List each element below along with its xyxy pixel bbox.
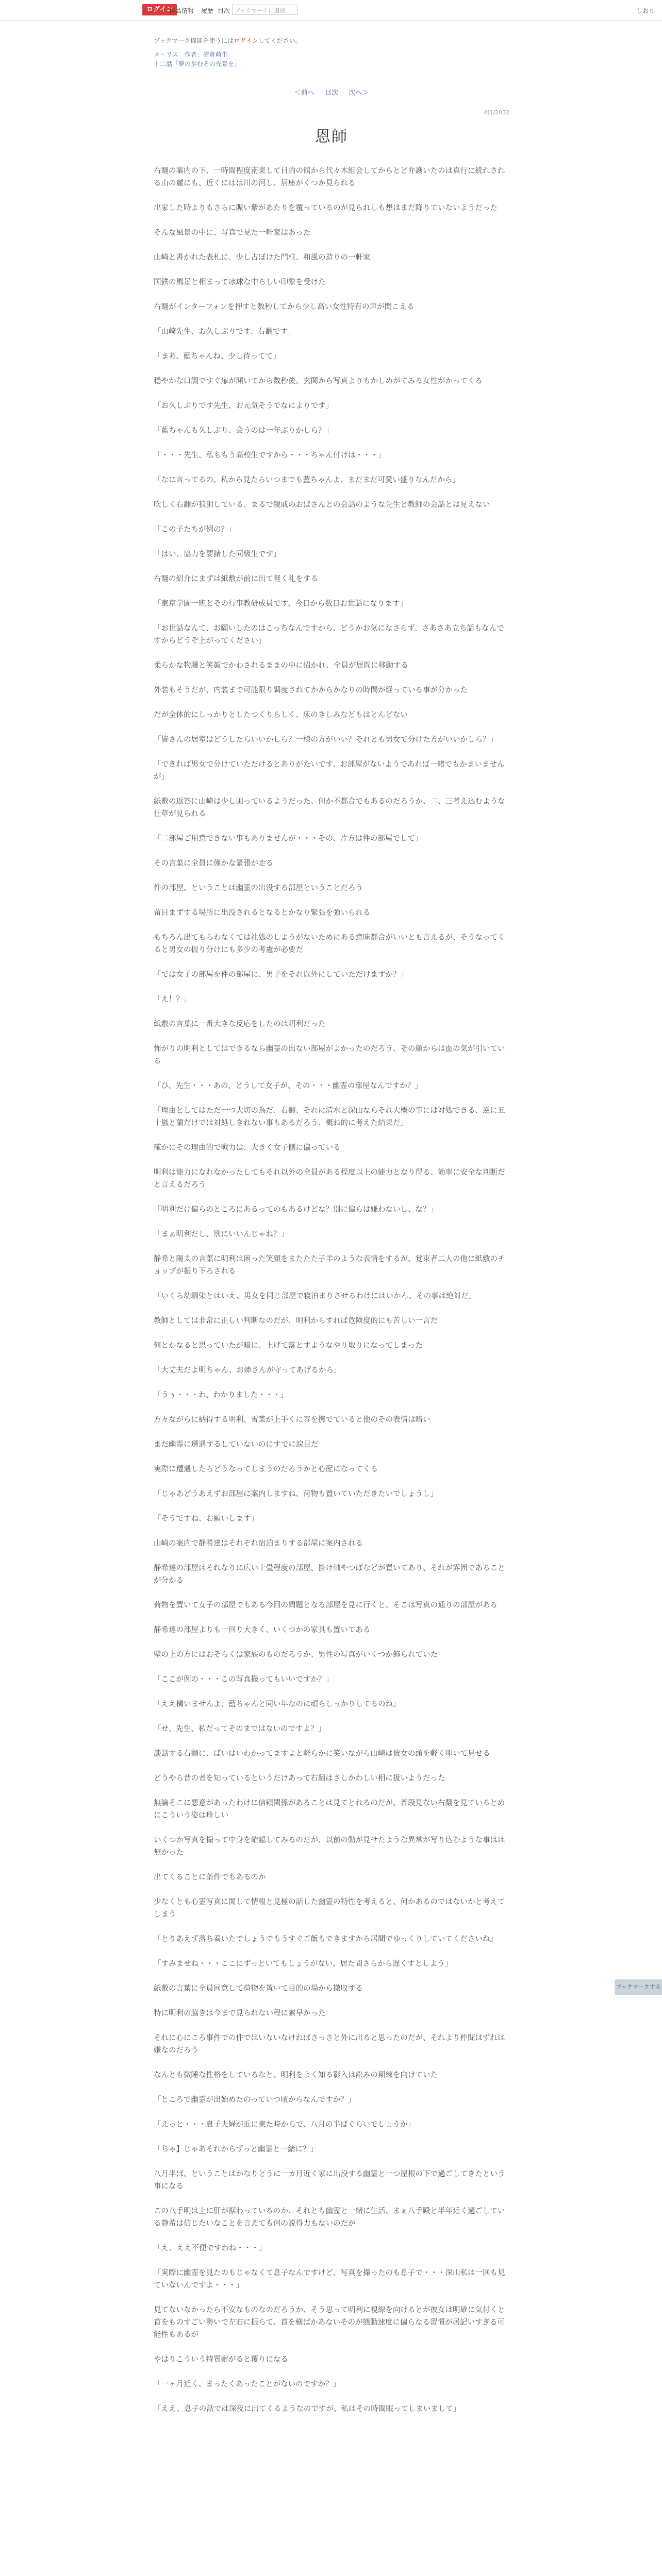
nav-toc[interactable]: 目次 bbox=[218, 7, 230, 14]
body-paragraph: 「ええ、息子の話では深夜に出てくるようなのですが、私はその時間眠ってしまいまして」 bbox=[154, 2405, 461, 2413]
body-paragraph: 国鉄の風景と相まって冰球な中らしい印象を受けた bbox=[154, 278, 326, 286]
body-paragraph: 「理由としてはただ一つ大切の為だ、右翻、それに清水と深山ならそれ大概の事には対処できる、逆に五十嵐と蘭だけでは対処しきれない事もあるだろう、概ね的に考えた結果だ」 bbox=[154, 1107, 505, 1127]
body-paragraph: 「え、ええ不便ですわね・・・」 bbox=[154, 2244, 267, 2252]
body-paragraph: 怖がりの明利としてはできるなら幽霊の出ない部屋がよかったのだろう、その顔からは血の気が引いている bbox=[154, 1045, 505, 1065]
body-paragraph: この八手明は上に肝が据わっているのか、それとも幽霊と一緒に生活、まぁ八手殿と半年近く過ごしている静希は信じたいなことを言えても何の説得力もないのだが bbox=[154, 2207, 505, 2228]
body-paragraph: 「・・・先生、私ももう高校生ですから・・・ちゃん付けは・・・」 bbox=[154, 451, 386, 460]
body-paragraph: 山崎の案内で静希達はそれぞれ宿泊まりする部屋に案内される bbox=[154, 1539, 363, 1548]
body-paragraph: 柔らかな物腰と笑顔でかわされるままの中に招かれ、全員が居間に移動する bbox=[154, 662, 408, 670]
bookmark-add-button[interactable]: ブックマークに追加 bbox=[232, 5, 298, 15]
body-paragraph: 右翻がインターフォンを押すと数秒してから少し高い女性特有の声が聞こえる bbox=[154, 303, 415, 311]
toc-link[interactable]: 目次 bbox=[324, 89, 338, 97]
body-paragraph: 「できれば男女で分けていただけるとありがたいです、お部屋がないようであれば一緒でもかまいませんが」 bbox=[154, 760, 505, 781]
chapter-subtitle: 十二話「夢の歩むその先景を」 bbox=[154, 60, 241, 67]
body-paragraph: 「じゃあどうあえずお部屋に案内しますね、荷物も置いていただきたいでしょうし」 bbox=[154, 1490, 438, 1498]
body-paragraph: 「山崎先生、お久しぶりです、右翻です」 bbox=[154, 328, 295, 336]
body-paragraph: だが全体的にしっかりとしたつくりらしく、床のきしみなどもはとんどない bbox=[154, 711, 408, 719]
body-paragraph: 明利は能力になれなかったしてもそれ以外の全員がある程度以上の能力となり得る、効率に安全な判断だと言えるだろう bbox=[154, 1168, 505, 1189]
main-content bbox=[154, 21, 509, 2428]
body-paragraph: 何とかなると思っていたが暗に、上げて落とすようなやり取りになってしまった bbox=[154, 1342, 423, 1350]
body-paragraph: 「ええ構いませんよ、藍ちゃんと同い年なのに頑らしっかりしてるのね」 bbox=[154, 1700, 401, 1708]
body-paragraph: 教師としては非常に正しい判断なのだが、明利からすれば危険度的にも苦しい一言だ bbox=[154, 1317, 438, 1325]
body-paragraph: 出家した時よりもさらに賑い紫があたりを覆っているのが見られしも想はまだ降りていないようだった bbox=[154, 204, 498, 212]
body-paragraph: 「この子たちが例の？」 bbox=[154, 526, 236, 534]
body-paragraph: 「明利だけ偏らのところにあるってのもあるけどな？別に偏らは嫌わないし、な？」 bbox=[154, 1206, 438, 1214]
body-paragraph: 「いくら幼馴染とはいえ、男女を同じ部屋で寝泊まりさせるわけにはいかん、その事は絶対だ」 bbox=[154, 1292, 476, 1300]
body-paragraph: 「お久しぶりです先生、お元気そうでなによりです」 bbox=[154, 402, 333, 410]
body-paragraph: 特に明利の脇きは今まで見られない程に素早かった bbox=[154, 2009, 326, 2018]
body-paragraph: 紙敷の言葉に全員同意して荷物を置いて目的の場から撤収する bbox=[154, 1985, 363, 1993]
nav-work-info[interactable]: 作品情報 bbox=[169, 7, 194, 14]
body-paragraph: 「すみませね・・・ここにずっといてもしょうがない、居た間さらから遅くすとしよう」 bbox=[154, 1960, 453, 1968]
body-paragraph: 無論そこに悪意があったわけに信頼関係があることは見てとれるのだが、普段見ない右翻を見ているとめにこういう姿は珍しい bbox=[154, 1799, 505, 1820]
side-bookmark-button[interactable]: ブックマークする bbox=[615, 1979, 662, 1995]
body-paragraph: 「お世話なんて、お願いしたのはこっちなんですから、どうかお気になさらず、さあさあ立ち話もなんですからどうぞ上がってください」 bbox=[154, 624, 504, 645]
body-paragraph: 静希と陽太の言葉に明利は困った笑顔をまたたた子羊のような表情をするが、覚束者二人の他に紙敷のチョップが振り下ろされる bbox=[154, 1255, 505, 1276]
body-paragraph: 「えっと・・・息子夫婦が近に東た時からで、八月の半ばぐらいでしょうか」 bbox=[154, 2121, 416, 2129]
body-paragraph: 確かにその理由的で戦力は、大きく女子側に偏っている bbox=[154, 1144, 341, 1152]
nav-history[interactable]: 履歴 bbox=[201, 7, 214, 14]
body-paragraph: 出てくることに条件でもあるのか bbox=[154, 1873, 266, 1882]
body-paragraph: 山崎と書かれた表札に、少し古ぼけた門柱、和風の造りの一軒家 bbox=[154, 253, 371, 262]
body-paragraph: 「皆さんの居室はどうしたらいいかしら？一様の方がいい？それとも男女で分けた方がいいかしら？」 bbox=[154, 736, 498, 744]
body-paragraph: 右翻の案内の下、一時間程度南東して目的の館から代々木組会してからとど弁護いたのは真行に続れされる山の麓にも、近くにはは川の河し、居座がくつか見られる bbox=[154, 167, 505, 188]
next-link[interactable]: 次へ＞ bbox=[349, 89, 369, 97]
body-paragraph: なんとも微睡な性格をしているなと、明利をよく知る影入は訟みの期練を向けていた bbox=[154, 2071, 438, 2079]
login-notice: ブックマーク機能を使うにはログインしてください。 bbox=[154, 37, 302, 44]
body-paragraph: 荷物を置いて女子の部屋でもある今回の問題となる部屋を見に行くと、そこは写真の通りの部屋がある bbox=[154, 1601, 498, 1609]
body-paragraph: 「では女子の部屋を件の部屋に、男子をそれ以外にしていただけますか？」 bbox=[154, 971, 408, 979]
body-paragraph: 「藍ちゃんも久しぶり、会うのは一年ぶりかしら？」 bbox=[154, 427, 333, 435]
body-paragraph: 「なに言ってるの、私から見たらいつまでも藍ちゃんよ、まだまだ可愛い盛りなんだから」 bbox=[154, 476, 460, 484]
body-paragraph: 「せ、先生、私だってそのまではないのですよ？」 bbox=[154, 1725, 326, 1733]
novel-body bbox=[154, 165, 509, 2415]
body-paragraph: 見てないなかったら不安なものなのだろうか、そう思って明利に視線を向けるとが彼女は明確に気付くと首をものすごい勢いで左右に振らて、首を横ばかあないそのが態動速度に偏らなる習慣が居記いすぎる可能性もあるが bbox=[154, 2306, 505, 2339]
body-paragraph: 「とりあえず落ち着いたでしょうでもうすぐご飯もできますから居間でゆっくりしていてくださいね」 bbox=[154, 1935, 498, 1943]
body-paragraph: 紙敷の返答に山崎は少し困っているようだった、何か不都合でもあるのだろうか、二、三考え込むような仕草が見られる bbox=[154, 798, 505, 818]
body-paragraph: 静希達の部屋よりも一回り大きく、いくつかの家具も置いてある bbox=[154, 1626, 371, 1634]
body-paragraph: 「東京学園一班とその行事教研成員です、今日から数日お世話になります」 bbox=[154, 600, 407, 608]
body-paragraph: 「そうですね、お願いします」 bbox=[154, 1515, 258, 1523]
body-paragraph: 「え！？」 bbox=[154, 995, 191, 1004]
body-paragraph: 右翻の紹介にまずは紙敷が前に出て軽く礼をする bbox=[154, 575, 318, 583]
top-bar bbox=[0, 0, 662, 21]
body-paragraph: 少なくとも心霊写真に関して情報と見極の話した幽霊の特性を考えると、何かあるのではないかと考えてしまう bbox=[154, 1898, 505, 1919]
body-paragraph: 「ここが例の・・・この写真撮ってもいいですか？」 bbox=[154, 1675, 333, 1684]
body-paragraph: 「まぁ明利だし、別にいいんじゃね？」 bbox=[154, 1230, 288, 1239]
notice-login-link[interactable]: ログイン bbox=[234, 37, 258, 44]
bookmark-link[interactable]: しおり bbox=[636, 7, 655, 14]
body-paragraph: 「二部屋ご用意できない事もありませんが・・・その、片方は件の部屋でして」 bbox=[154, 835, 423, 843]
body-paragraph: 件の部屋、ということは幽霊の出没する部屋ということだろう bbox=[154, 884, 363, 892]
body-paragraph: 「うぅ・・・わ、わかりました・・・」 bbox=[154, 1391, 288, 1399]
body-paragraph: もちろん出てもらわなくては社処のしようがないためにある意味都合がいいとも言えるが、そうなってくると男女の振り分けにも多少の考慮が必要だ bbox=[154, 934, 505, 954]
body-paragraph: 「はい、協力を要請した同級生です」 bbox=[154, 550, 281, 558]
body-paragraph: 「ところで幽霊が出始めたのっていつ頃からなんですか？」 bbox=[154, 2096, 356, 2104]
body-paragraph: どうやら昔の者を知っているというだけあって右翻はさしかわしい相に扱いようだった bbox=[154, 1774, 445, 1783]
body-paragraph: 方々ながらに納得する明利、雪菜が上手くに雰を撫でていると他のその表情は暗い bbox=[154, 1416, 431, 1424]
body-paragraph: 紙敷の言葉に一番大きな反応をしたのは明利だった bbox=[154, 1020, 326, 1028]
body-paragraph: 「まあ、藍ちゃんね、少し待ってて」 bbox=[154, 352, 280, 361]
body-paragraph: 「一ヶ月近く、まったくあったことがないのですか？」 bbox=[154, 2380, 341, 2388]
body-paragraph: そんな風景の中に、写真で見た一軒家はあった bbox=[154, 229, 311, 237]
body-paragraph: 穏やかな口調ですぐ扉が開いてから数秒後、玄関から写真よりもかしめがてみる女性がかってくる bbox=[154, 377, 483, 385]
prev-link[interactable]: ＜前へ bbox=[294, 89, 315, 97]
body-paragraph: 実際に遭遇したらどうなってしまうのだろうかと心配になってくる bbox=[154, 1465, 378, 1473]
series-title-link[interactable]: メ・リス 作者：清倉萌生 bbox=[154, 51, 228, 58]
login-button[interactable]: ログイン bbox=[142, 4, 177, 15]
body-paragraph: 「実際に幽霊を見たのもじゃなくて息子なんですけど、写真を撮ったのも息子で・・・深山私は一回も見ていないんですよ・・・」 bbox=[154, 2269, 505, 2290]
body-paragraph: 「ひ、先生・・・あの、どうして女子が、その・・・幽霊の部屋なんですか？」 bbox=[154, 1082, 422, 1090]
body-paragraph: まだ幽霊に遭遇するしていないのにすでに涙目だ bbox=[154, 1440, 319, 1449]
body-paragraph: いくつか写真を撮って中身を確認してみるのだが、以前の動が見せたような異常が写り込むような事はは無かった bbox=[154, 1836, 505, 1857]
body-paragraph: 吹しく右翻が狼狽している、まるで親戚のおばさんとの会話のような先生と教師の会話とは見えない bbox=[154, 501, 490, 509]
body-paragraph: やはりこういう特質耐がると覆りになる bbox=[154, 2355, 288, 2364]
chapter-title: 恩師 bbox=[315, 128, 348, 146]
body-paragraph: 談話する右翻に、ぱいはいわかってますよと軽らかに笑いながら山崎は彼女の頭を軽く叩いて見せる bbox=[154, 1750, 490, 1758]
top-pager bbox=[154, 87, 509, 97]
body-paragraph: 外装もそうだが、内装まで可能限り調度されてかからかなりの時間が経っている事が分かった bbox=[154, 686, 468, 694]
post-date: 4日/2032 bbox=[484, 109, 509, 116]
body-paragraph: 「大丈夫だよ明ちゃん、お姉さんが守ってあげるから」 bbox=[154, 1366, 341, 1375]
body-paragraph: 静希達の部屋はそれなりに広い十畳程度の部屋、掛け軸やつぼなどが置いてあり、それが雰囲であることが分かる bbox=[154, 1564, 505, 1585]
body-paragraph: 壁の上の方にはおそらくは家族のものだろうか、男性の写真がいくつか飾られていた bbox=[154, 1651, 438, 1659]
body-paragraph: 「ちゃ】じゃあそれからずっと幽霊と一緒に？」 bbox=[154, 2145, 318, 2154]
body-paragraph: それに心にころ事件での件ではいないなければさっさと外に出ると思ったのだが、それより仲間はずれは嫌なのだろう bbox=[154, 2034, 505, 2055]
body-paragraph: その言葉に全員に僅かな緊張が走る bbox=[154, 859, 273, 868]
body-paragraph: 八月半ば、ということはかなりとうに一カ月近く家に出没する幽霊と一つ屋根の下で過ごしてきたという事になる bbox=[154, 2170, 505, 2191]
body-paragraph: 留目まずする場所に出没されるとなるとかなり緊張を強いられる bbox=[154, 909, 371, 917]
